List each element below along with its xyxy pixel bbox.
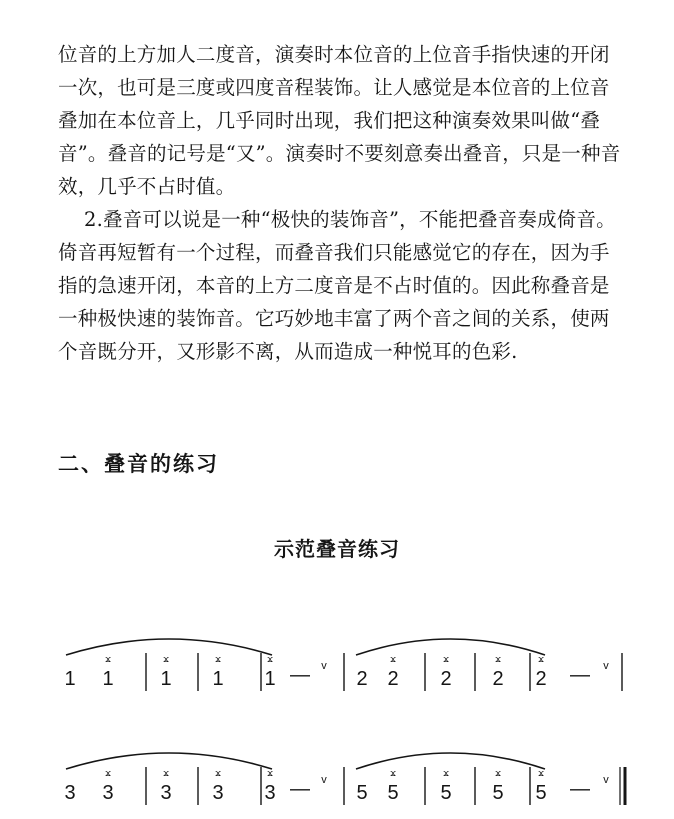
ornament-mark: ϫ — [443, 655, 449, 665]
jianpu-note: 1 — [264, 668, 276, 690]
score-line-2 — [0, 725, 674, 819]
breath-mark: v — [321, 774, 327, 786]
jianpu-note: 5 — [440, 782, 452, 804]
ornament-mark: ϫ — [495, 769, 501, 779]
sustain-dash: — — [570, 664, 590, 686]
jianpu-note: 2 — [535, 668, 547, 690]
ornament-mark: ϫ — [538, 655, 544, 665]
ornament-mark: ϫ — [443, 769, 449, 779]
jianpu-note: 2 — [387, 668, 399, 690]
breath-mark: v — [603, 660, 609, 672]
ornament-mark: ϫ — [215, 769, 221, 779]
section-heading: 二、叠音的练习 — [58, 452, 219, 476]
paragraph-2: 2.叠音可以说是一种“极快的装饰音”，不能把叠音奏成倚音。倚音再短暂有一个过程，而叠音我们只能感觉它的存在，因为手指的急速开闭，本音的上方二度音是不占时值的。因此称叠音是一种极快速的装饰音。它巧妙地丰富了两个音之间的关系，使两个音既分开，又形影不离，从而造成一种悦耳的色彩. — [58, 208, 616, 363]
ornament-mark: ϫ — [495, 655, 501, 665]
ornament-mark: ϫ — [163, 655, 169, 665]
ornament-mark: ϫ — [267, 769, 273, 779]
ornament-mark: ϫ — [163, 769, 169, 779]
ornament-mark: ϫ — [390, 769, 396, 779]
score-title: 示范叠音练习 — [274, 537, 400, 561]
ornament-mark: ϫ — [267, 655, 273, 665]
sustain-dash: — — [570, 778, 590, 800]
jianpu-note: 5 — [535, 782, 547, 804]
jianpu-note: 5 — [387, 782, 399, 804]
jianpu-note: 2 — [492, 668, 504, 690]
slur-line — [66, 639, 272, 655]
ornament-mark: ϫ — [390, 655, 396, 665]
slur-line — [66, 753, 272, 769]
sustain-dash: — — [290, 664, 310, 686]
jianpu-note: 2 — [356, 668, 368, 690]
breath-mark: v — [603, 774, 609, 786]
score-line-1 — [0, 615, 674, 705]
jianpu-note: 3 — [64, 782, 76, 804]
ornament-mark: ϫ — [105, 655, 111, 665]
ornament-mark: ϫ — [215, 655, 221, 665]
jianpu-note: 1 — [212, 668, 224, 690]
jianpu-note: 5 — [356, 782, 368, 804]
slur-line — [356, 639, 545, 655]
jianpu-note: 3 — [264, 782, 276, 804]
jianpu-note: 5 — [492, 782, 504, 804]
ornament-mark: ϫ — [105, 769, 111, 779]
jianpu-note: 3 — [212, 782, 224, 804]
jianpu-note: 3 — [160, 782, 172, 804]
ornament-mark: ϫ — [538, 769, 544, 779]
jianpu-note: 1 — [64, 668, 76, 690]
jianpu-note: 3 — [102, 782, 114, 804]
paragraph-1: 位音的上方加人二度音，演奏时本位音的上位音手指快速的开闭一次，也可是三度或四度音程装饰。让人感觉是本位音的上位音叠加在本位音上，几乎同时出现，我们把这种演奏效果叫做“叠音”。叠音的记号是“又”。演奏时不要刻意奏出叠音，只是一种音效，几乎不占时值。 — [58, 43, 621, 198]
slur-line — [356, 753, 545, 769]
breath-mark: v — [321, 660, 327, 672]
jianpu-note: 1 — [160, 668, 172, 690]
jianpu-note: 1 — [102, 668, 114, 690]
sustain-dash: — — [290, 778, 310, 800]
jianpu-note: 2 — [440, 668, 452, 690]
